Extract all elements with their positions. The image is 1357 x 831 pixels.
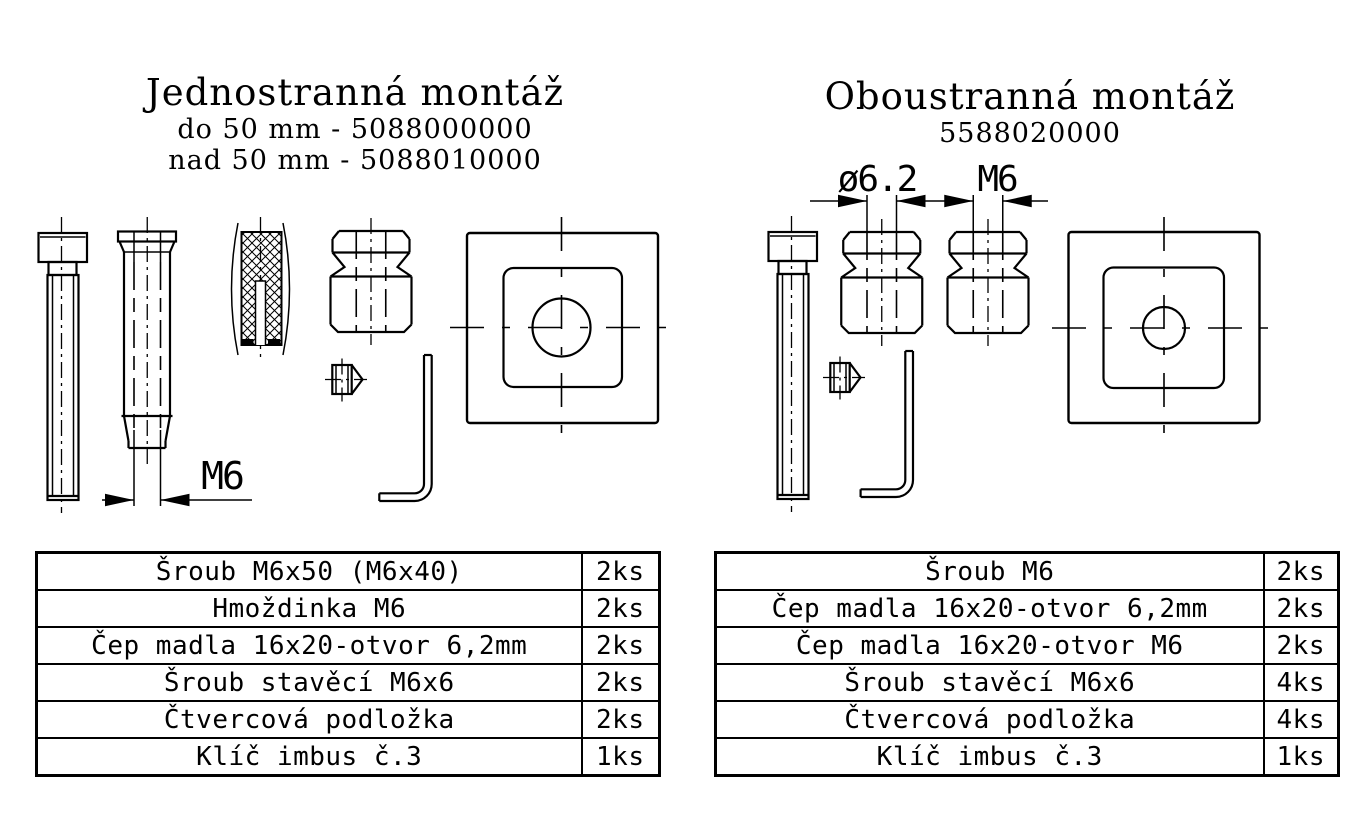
diameter-dimension-right xyxy=(810,159,1048,232)
part-qty: 2ks xyxy=(582,627,660,664)
wall-anchor-drawing xyxy=(118,217,176,464)
table-row xyxy=(716,627,1339,664)
table-row xyxy=(37,738,660,776)
table-row xyxy=(37,627,660,664)
part-qty: 2ks xyxy=(582,553,660,591)
left-section-title: Jednostranná montáž xyxy=(145,71,565,114)
part-qty: 4ks xyxy=(1264,701,1339,738)
left-section-code-line2: nad 50 mm - 5088010000 xyxy=(168,145,542,176)
part-qty: 4ks xyxy=(1264,664,1339,701)
part-name: Klíč imbus č.3 xyxy=(37,738,582,776)
part-qty: 1ks xyxy=(582,738,660,776)
left-section-code-line1: do 50 mm - 5088000000 xyxy=(177,114,533,145)
part-name: Čep madla 16x20-otvor 6,2mm xyxy=(37,627,582,664)
parts-table-right xyxy=(714,551,1340,777)
part-name: Čtvercová podložka xyxy=(716,701,1264,738)
part-name: Šroub M6 xyxy=(716,553,1264,591)
anchor-cross-section-drawing xyxy=(232,217,290,362)
table-row xyxy=(37,701,660,738)
table-row xyxy=(716,664,1339,701)
allen-key-drawing-left xyxy=(379,355,431,501)
part-qty: 1ks xyxy=(1264,738,1339,776)
handle-pin-hole-drawing xyxy=(841,219,922,346)
table-row xyxy=(37,664,660,701)
table-row xyxy=(37,590,660,627)
table-row xyxy=(37,553,660,591)
allen-key-drawing-right xyxy=(861,351,913,497)
part-name: Šroub stavěcí M6x6 xyxy=(716,664,1264,701)
square-washer-drawing-left xyxy=(450,217,673,438)
handle-pin-drawing-left xyxy=(331,218,412,345)
table-row xyxy=(716,738,1339,776)
set-screw-drawing-right xyxy=(823,357,865,400)
parts-table-left xyxy=(35,551,661,777)
part-name: Čtvercová podložka xyxy=(37,701,582,738)
table-row xyxy=(716,701,1339,738)
part-name: Klíč imbus č.3 xyxy=(716,738,1264,776)
part-name: Šroub M6x50 (M6x40) xyxy=(37,553,582,591)
thread-dimension-label-left: M6 xyxy=(201,454,243,498)
socket-screw-drawing-right xyxy=(769,216,818,512)
thread-dimension-label-right: M6 xyxy=(977,159,1017,200)
socket-screw-drawing-left xyxy=(39,217,88,513)
right-title-block xyxy=(735,76,1325,149)
part-name: Čep madla 16x20-otvor 6,2mm xyxy=(716,590,1264,627)
set-screw-drawing-left xyxy=(325,359,367,402)
part-qty: 2ks xyxy=(582,701,660,738)
hole-diameter-label: ø6.2 xyxy=(837,159,917,200)
square-washer-drawing-right xyxy=(1052,217,1277,441)
part-qty: 2ks xyxy=(1264,627,1339,664)
table-row xyxy=(716,590,1339,627)
part-name: Hmoždinka M6 xyxy=(37,590,582,627)
part-name: Čep madla 16x20-otvor M6 xyxy=(716,627,1264,664)
part-qty: 2ks xyxy=(582,590,660,627)
right-section-code-line1: 5588020000 xyxy=(939,118,1121,149)
handle-pin-thread-drawing xyxy=(948,219,1029,346)
right-section-title: Oboustranná montáž xyxy=(824,75,1236,118)
table-row xyxy=(716,553,1339,591)
part-qty: 2ks xyxy=(582,664,660,701)
m6-dimension-left xyxy=(102,430,252,506)
part-name: Šroub stavěcí M6x6 xyxy=(37,664,582,701)
left-title-block xyxy=(60,72,650,176)
part-qty: 2ks xyxy=(1264,553,1339,591)
part-qty: 2ks xyxy=(1264,590,1339,627)
